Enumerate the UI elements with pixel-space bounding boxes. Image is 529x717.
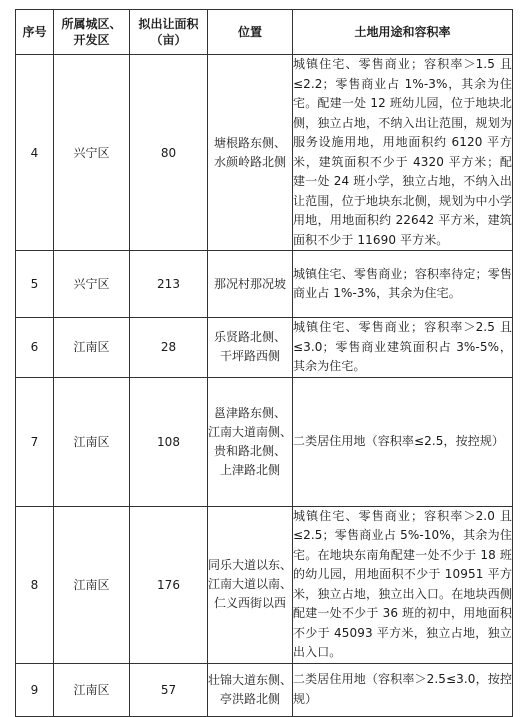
cell-location xyxy=(208,251,293,318)
cell-seq: 7 xyxy=(16,377,54,506)
header-district-line-2: 开发区 xyxy=(73,33,110,47)
location-line: 江南大道以南、 xyxy=(208,577,293,591)
table-row xyxy=(16,506,513,663)
cell-seq: 4 xyxy=(16,55,54,251)
header-row xyxy=(16,10,513,55)
cell-usage: 城镇住宅、零售商业；容积率＞2.5 且≤3.0；零售商业建筑面积占 3%-5%，其余为住宅。 xyxy=(293,318,513,378)
cell-area: 57 xyxy=(130,663,208,716)
table-row xyxy=(16,663,513,716)
location-line: 乐贤路北侧、 xyxy=(213,330,286,345)
header-district-line-1: 所属城区、 xyxy=(61,17,122,31)
cell-location xyxy=(208,377,293,506)
header-seq: 序号 xyxy=(16,10,54,55)
location-line: 水颜岭路北侧 xyxy=(213,154,286,169)
header-area-line-2: （亩） xyxy=(150,33,187,47)
cell-usage: 二类居住用地（容积率＞2.5≤3.0，按控规） xyxy=(293,663,513,716)
cell-area: 108 xyxy=(130,377,208,506)
table-row xyxy=(16,377,513,506)
cell-district: 江南区 xyxy=(54,318,130,378)
cell-district: 江南区 xyxy=(54,377,130,506)
cell-location xyxy=(208,506,293,663)
cell-usage: 城镇住宅、零售商业；容积率＞1.5 且≤2.2；零售商业占 1%-3%，其余为住宅。配建一处 12 班幼儿园，位于地块北侧，独立占地，不纳入出让范围，规划为服务设施用地，用地面积约 6120 平方米，建筑面积不少于 4320 平方米；配建一处 24 班小学，独立占地，不纳入出让范围，位于地块东北侧，规划为中小学用地，用地面积约 22642 平方米，建筑面积不少于 11690 平方米。 xyxy=(293,55,513,251)
location-line: 同乐大道以东、 xyxy=(208,558,293,572)
cell-usage: 二类居住用地（容积率≤2.5，按控规） xyxy=(293,377,513,506)
header-location: 位置 xyxy=(208,10,293,55)
cell-district: 江南区 xyxy=(54,506,130,663)
table-row xyxy=(16,318,513,378)
cell-seq: 5 xyxy=(16,251,54,318)
cell-seq: 9 xyxy=(16,663,54,716)
location-line: 江南大道南侧、 xyxy=(208,424,293,439)
table-row xyxy=(16,55,513,251)
table-header xyxy=(16,10,513,55)
location-line: 贵和路北侧、 xyxy=(213,443,286,458)
header-area xyxy=(130,10,208,55)
cell-area: 28 xyxy=(130,318,208,378)
cell-seq: 6 xyxy=(16,318,54,378)
cell-area: 80 xyxy=(130,55,208,251)
table-body xyxy=(16,55,513,717)
cell-location xyxy=(208,318,293,378)
header-area-line-1: 拟出让面积 xyxy=(138,17,199,31)
location-line: 壮锦大道东侧、 xyxy=(208,672,293,687)
cell-area: 213 xyxy=(130,251,208,318)
cell-district: 江南区 xyxy=(54,663,130,716)
cell-area: 176 xyxy=(130,506,208,663)
cell-seq: 8 xyxy=(16,506,54,663)
cell-location xyxy=(208,55,293,251)
location-line: 塘根路东侧、 xyxy=(213,135,286,150)
cell-district: 兴宁区 xyxy=(54,251,130,318)
cell-location xyxy=(208,663,293,716)
location-line: 那况村那况坡 xyxy=(213,276,286,291)
land-parcel-table xyxy=(15,9,513,717)
location-line: 亭洪路北侧 xyxy=(219,691,280,706)
location-line: 仁义西街以西 xyxy=(213,596,286,610)
cell-district: 兴宁区 xyxy=(54,55,130,251)
header-district xyxy=(54,10,130,55)
cell-usage: 城镇住宅、零售商业；容积率＞2.0 且≤2.5；零售商业占 5%-10%，其余为住宅。在地块东南角配建一处不少于 18 班的幼儿园，用地面积不少于 10951 平方米，独立占地，独立出入口。在地块西侧配建一处不少于 36 班的初中，用地面积不少于 45093 平方米，独立占地，独立出入口。 xyxy=(293,506,513,663)
table-row xyxy=(16,251,513,318)
location-line: 干坪路西侧 xyxy=(219,349,280,364)
location-line: 上津路北侧 xyxy=(219,462,280,477)
header-usage: 土地用途和容积率 xyxy=(293,10,513,55)
location-line: 邕津路东侧、 xyxy=(213,405,286,420)
cell-usage: 城镇住宅、零售商业；容积率待定；零售商业占 1%-3%，其余为住宅。 xyxy=(293,251,513,318)
